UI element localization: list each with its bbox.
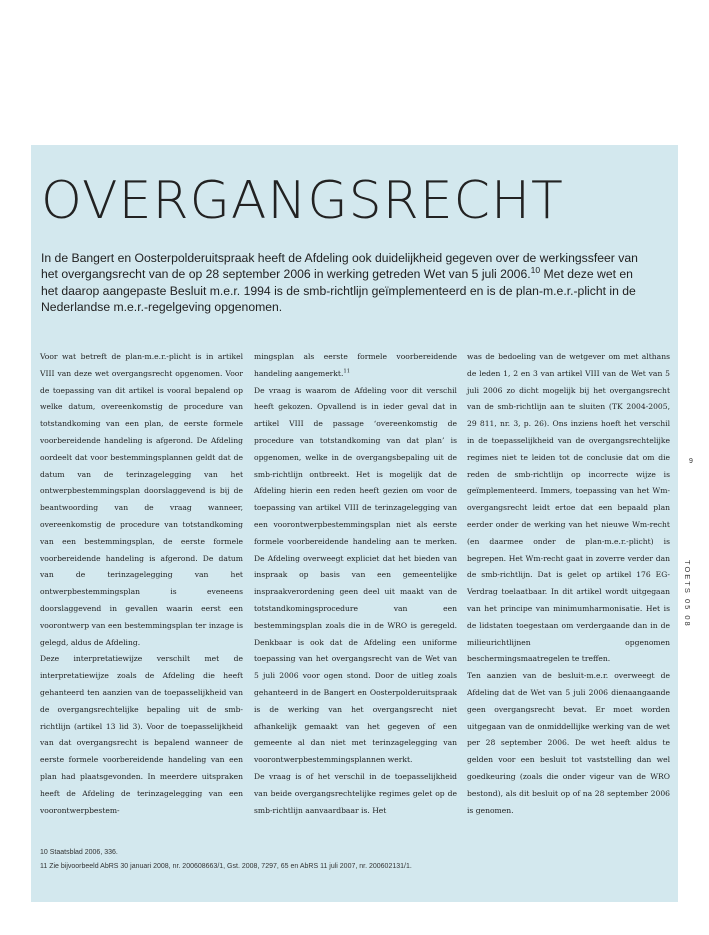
column-paragraph: Voor wat betreft de plan-m.e.r.-plicht is in artikel VIII van deze wet overgangsrecht opgenomen. Voor de toepassing van dit artikel is vooral bepalend op welke datum, overeenkomstig de procedure van totstandkoming van een plan, de eerste formele voorbereidende handeling is afgerond. De Afdeling oordeelt dat voor bestemmingsplannen geldt dat de datum van de terinzagelegging van het ontwerpbestemmingsplan doorslaggevend is bij de beantwoording van de vraag wanneer, overeenkomstig de procedure van totstandkoming van een bestemmingsplan, de eerste formele voorbereidende handeling is afgerond. De datum van de terinzagelegging van het ontwerpbestemmingsplan is eveneens doorslaggevend in gevallen waarin eerst een voorontwerp van een bestemmingsplan ter inzage is gelegd, aldus de Afdeling.	[40, 352, 243, 647]
footnote-ref-11: 11	[343, 368, 351, 375]
footnotes	[40, 846, 640, 874]
column-paragraph: was de bedoeling van de wetgever om met althans de leden 1, 2 en 3 van artikel VIII van de Wet van 5 juli 2006 zo dicht mogelijk bij het overgangsrecht van de smb-richtlijn aan te sluiten (TK 2004-2005, 29 811, nr. 3, p. 26). Ons inziens hoeft het verschil in de toepasselijkheid van de overgangsrechtelijke regimes niet te leiden tot de conclusie dat om die reden de smb-richtlijn op incorrecte wijze is geïmplementeerd. Immers, toepassing van het Wm-overgangsrecht leidt ertoe dat een bepaald plan eerder onder de werking van het nieuwe Wm-recht (en daarmee onder de plan-m.e.r.-plicht) is begrepen. Het Wm-recht gaat in zoverre verder dan de smb-richtlijn. Dat is gelet op artikel 176 EG-Verdrag toelaatbaar. In dit artikel wordt uitgegaan van het principe van minimumharmonisatie. Het is de lidstaten toegestaan om verdergaande dan in de milieurichtlijnen opgenomen beschermingsmaatregelen te treffen.	[467, 352, 670, 664]
page-title: OVERGANGSRECHT	[41, 171, 564, 231]
journal-label: TOETS 05 08	[683, 560, 692, 628]
text-column-3	[467, 349, 670, 819]
footnote-10: 10 Staatsblad 2006, 336.	[40, 849, 118, 856]
column-paragraph: De vraag is of het verschil in de toepasselijkheid van beide overgangsrechtelijke regimes gelet op de smb-richtlijn aanvaardbaar is. Het	[254, 771, 457, 815]
lead-text-after: Met deze wet en het daarop aangepaste Besluit m.e.r. 1994 is de smb-richtlijn geïmplementeerd en is de plan-m.e.r.-plicht in de Nederlandse m.e.r.-regelgeving opgenomen.	[41, 267, 636, 314]
footnote-11: 11 Zie bijvoorbeeld AbRS 30 januari 2008, nr. 200608663/1, Gst. 2008, 7297, 65 en AbRS 11 juli 2007, nr. 200602131/1.	[40, 863, 412, 870]
paragraph-text: mingsplan als eerste formele voorbereidende handeling aangemerkt.	[254, 352, 457, 378]
column-paragraph	[254, 349, 457, 383]
text-column-2	[254, 349, 457, 819]
page-number: 9	[689, 458, 693, 465]
column-paragraph: Deze interpretatiewijze verschilt met de interpretatiewijze zoals de Afdeling die heeft gehanteerd ten aanzien van de toepasselijkheid van de overgangsrechtelijke bepaling uit de smb-richtlijn (artikel 13 lid 3). Voor de toepasselijkheid van dat overgangsrecht is bepalend wanneer de eerste formele voorbereidende handeling van een plan had plaatsgevonden. In meerdere uitspraken heeft de Afdeling de terinzagelegging van een voorontwerpbestem-	[40, 654, 243, 815]
text-column-1	[40, 349, 243, 819]
lead-text: In de Bangert en Oosterpolderuitspraak heeft de Afdeling ook duidelijkheid gegeven over de werkingssfeer van het overgangsrecht van de op 28 september 2006 in werking getreden Wet van 5 juli 2006.	[41, 251, 638, 282]
column-paragraph: De vraag is waarom de Afdeling voor dit verschil heeft gekozen. Opvallend is in ieder geval dat in artikel VIII de passage ‘overeenkomstig de procedure van totstandkoming van dat plan’ is opgenomen, welke in de overgangsbepaling uit de smb-richtlijn ontbreekt. Het is mogelijk dat de Afdeling hierin een reden heeft gezien om voor de toepassing van artikel VIII de terinzagelegging van een voorontwerpbestemmingsplan niet als eerste formele voorbereidende handeling aan te merken. De Afdeling overweegt expliciet dat het bieden van inspraak op basis van een gemeentelijke inspraakverordening geen deel uit maakt van de totstandkomingsprocedure van een bestemmingsplan zoals die in de WRO is geregeld. Denkbaar is ook dat de Afdeling een uniforme toepassing van het overgangsrecht van de Wet van 5 juli 2006 voor ogen stond. Door de uitleg zoals gehanteerd in de Bangert en Oosterpolderuitspraak is de werking van het overgangsrecht niet afhankelijk gemaakt van het gegeven of een gemeente al dan niet met terinzagelegging van voorontwerpbestemmingsplannen werkt.	[254, 385, 457, 765]
column-paragraph: Ten aanzien van de besluit-m.e.r. overweegt de Afdeling dat de Wet van 5 juli 2006 dienaangaande geen overgangsrecht bevat. Er moet worden uitgegaan van de onmiddellijke werking van de wet per 28 september 2006. De wet heeft aldus te gelden voor een besluit tot vaststelling dan wel goedkeuring (zoals die onder vigeur van de WRO bestond), als dit besluit op of na 28 september 2006 is genomen.	[467, 671, 670, 815]
lead-paragraph	[41, 250, 641, 315]
footnote-ref-10: 10	[530, 265, 541, 276]
